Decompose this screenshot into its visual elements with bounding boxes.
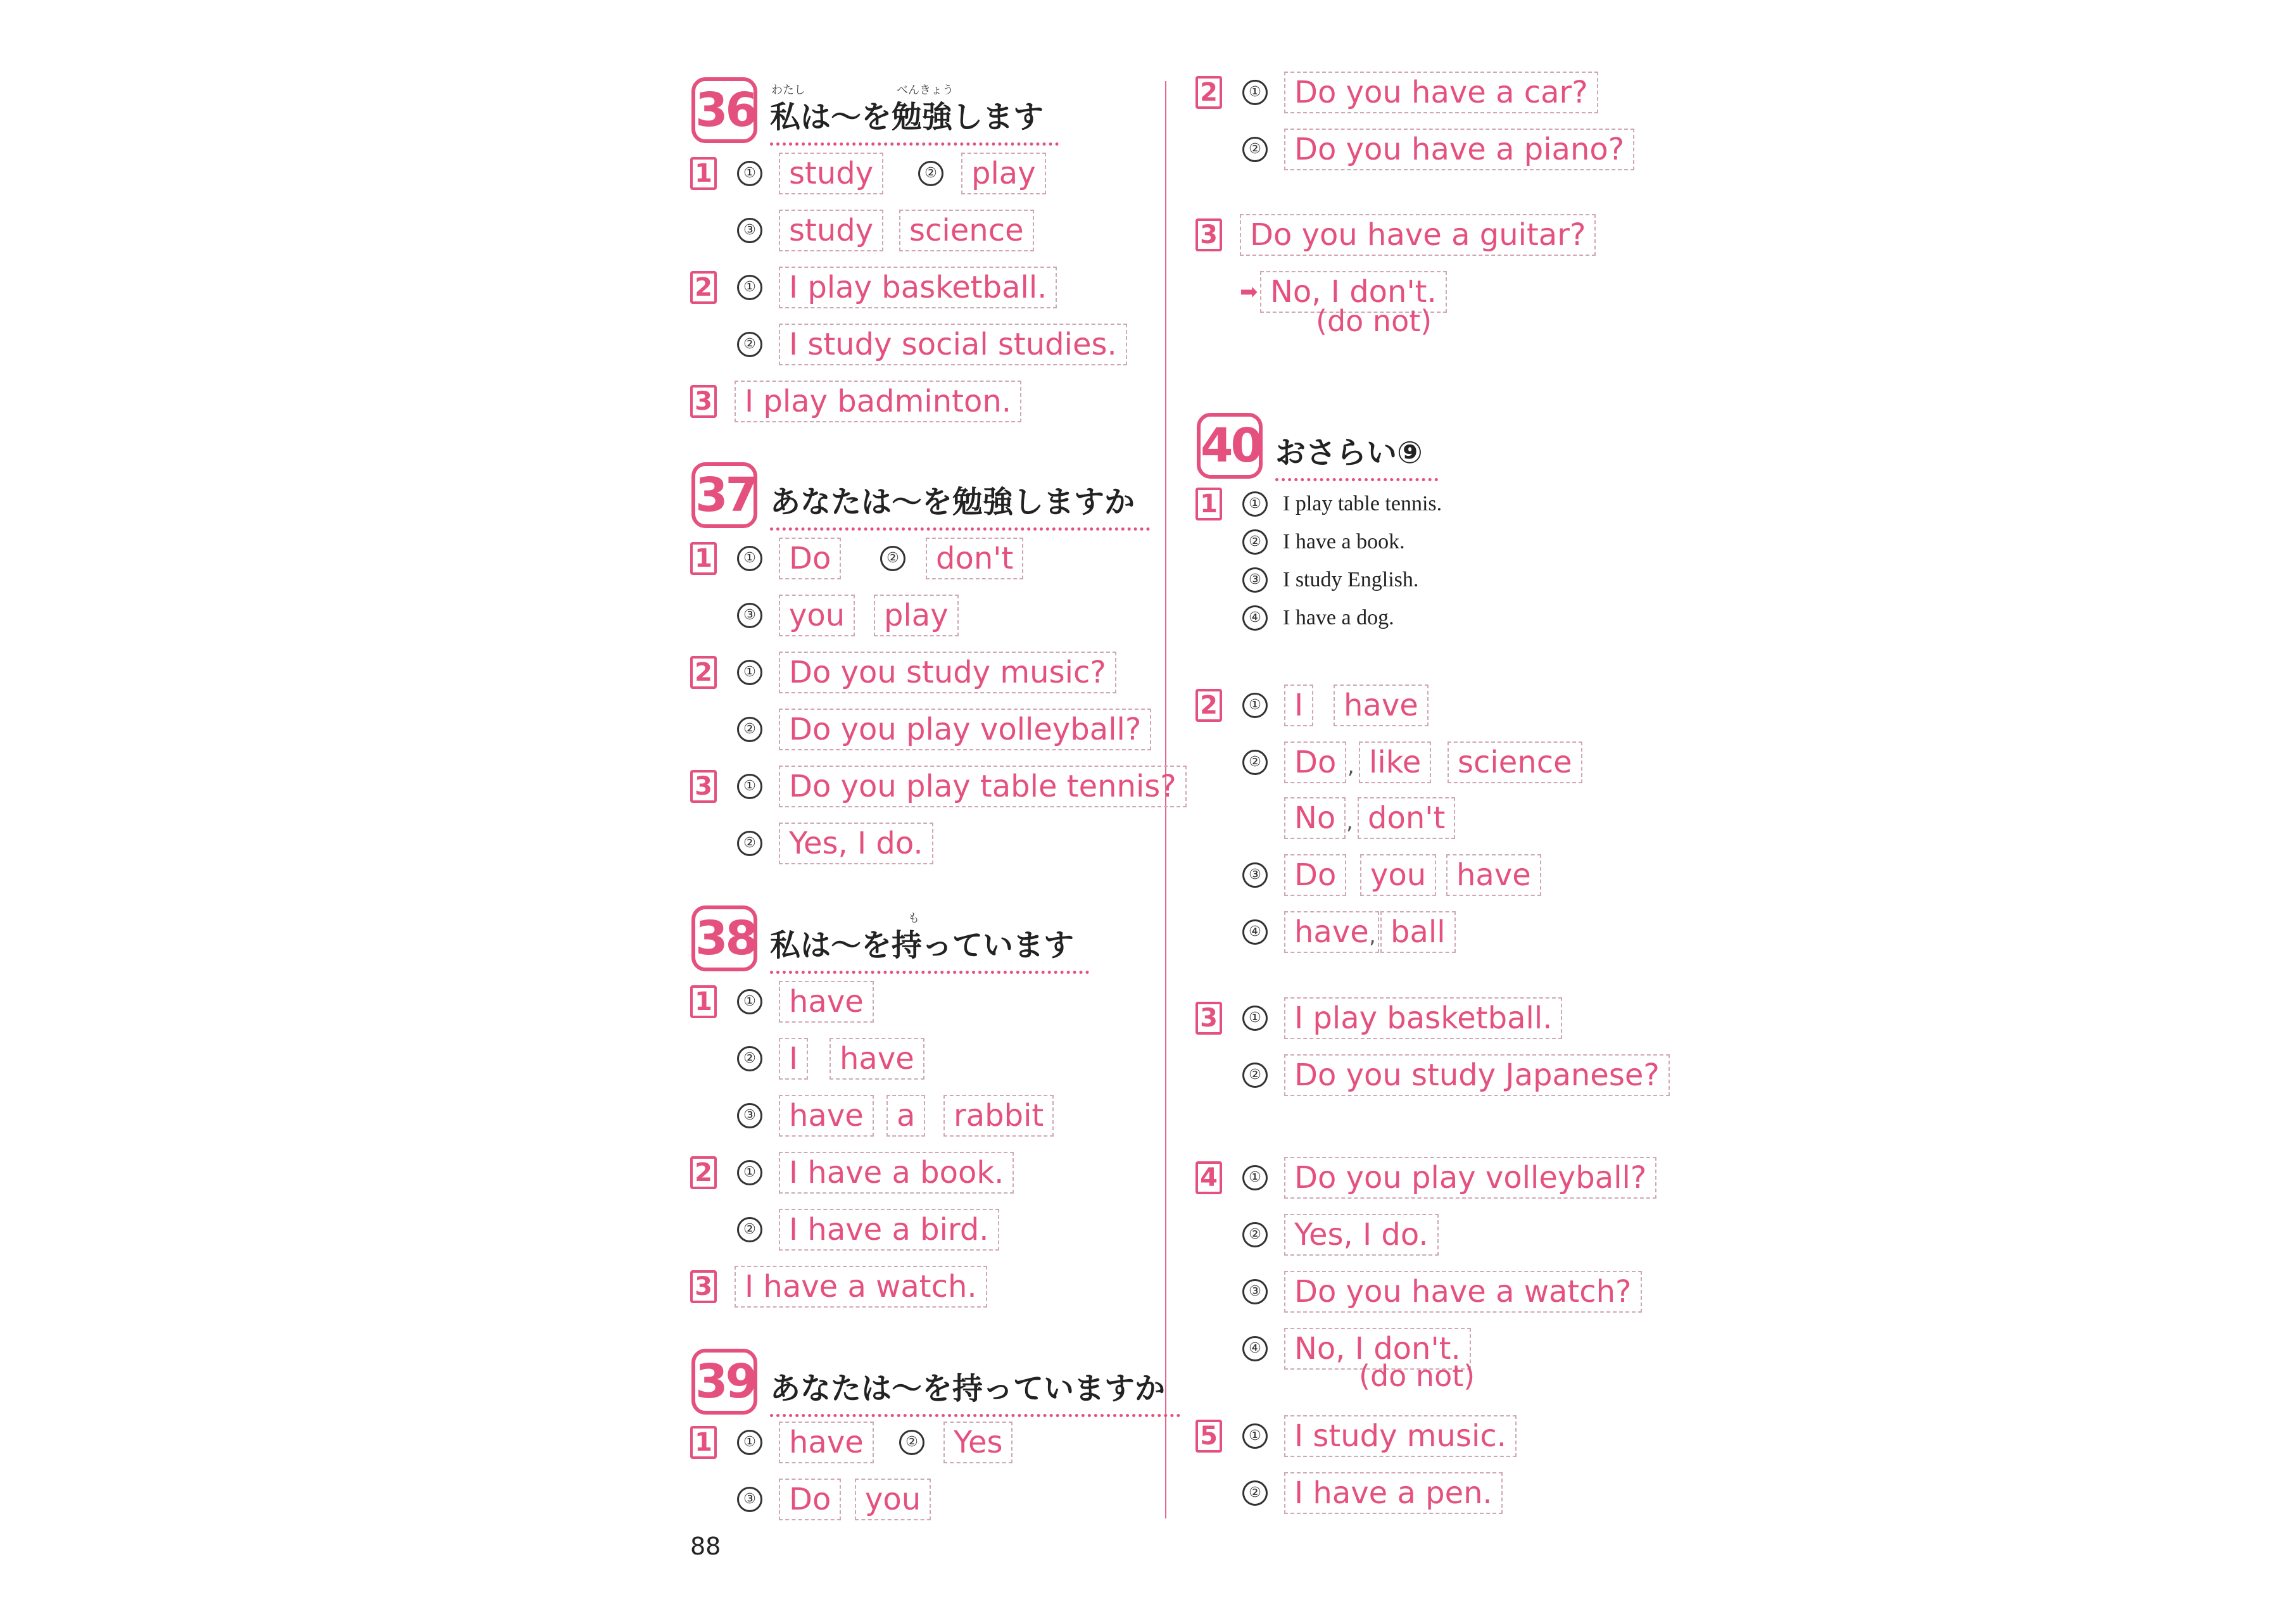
sentence-text: I play table tennis.: [1283, 492, 1442, 515]
sub-number: ②: [918, 161, 943, 186]
answer-box: have: [1334, 684, 1429, 726]
sub-number: ①: [1242, 1006, 1268, 1031]
section-number: 39: [691, 1349, 757, 1415]
problem-number: 3: [690, 770, 717, 803]
sub-number: ④: [1242, 1336, 1268, 1361]
sub-number: ①: [737, 660, 762, 685]
sub-number: ①: [1242, 1423, 1268, 1449]
answer-box: Do: [779, 1479, 841, 1520]
answer-box: you: [1360, 854, 1436, 896]
answer-box: Do you study Japanese?: [1284, 1054, 1670, 1096]
answer-note: (do not): [1316, 304, 1432, 338]
sub-number: ④: [1242, 605, 1268, 631]
answer-box: Do you study music?: [779, 652, 1116, 693]
comma: ,: [1347, 754, 1354, 779]
answer-box: No: [1284, 797, 1346, 839]
sub-number: ②: [737, 717, 762, 742]
answer-box: Do you play table tennis?: [779, 766, 1187, 807]
answer-box: have: [1284, 911, 1379, 953]
answer-box: No, I don't.: [1260, 271, 1447, 313]
sub-number: ①: [1242, 80, 1268, 105]
answer-box: a: [886, 1095, 925, 1137]
answer-box: I play basketball.: [779, 267, 1057, 308]
answer-box: I play badminton.: [735, 381, 1021, 422]
answer-box: don't: [1358, 797, 1455, 839]
sub-number: ④: [1242, 919, 1268, 945]
answer-box: Do: [1284, 741, 1346, 783]
section-header: [684, 903, 1228, 973]
section-title: わたし べんきょう 私は〜を勉強します: [770, 92, 1059, 146]
answer-note: (do not): [1359, 1359, 1475, 1393]
problem-number: 2: [690, 1156, 717, 1189]
sub-number: ②: [737, 332, 762, 357]
answer-box: Yes, I do.: [779, 823, 933, 864]
sentence-text: I have a book.: [1283, 530, 1405, 553]
problem-number: 3: [1195, 1002, 1222, 1035]
sub-number: ③: [1242, 862, 1268, 888]
section-title: おさらい⑨: [1275, 428, 1438, 481]
section-title: あなたは〜を勉強しますか: [770, 477, 1150, 531]
answer-box: study: [779, 153, 883, 194]
answer-box: study: [779, 210, 883, 251]
answer-box: rabbit: [943, 1095, 1054, 1137]
answer-box: you: [855, 1479, 931, 1520]
answer-box: Do you have a watch?: [1284, 1271, 1642, 1313]
furigana: べんきょう: [897, 84, 954, 97]
sub-number: ③: [737, 218, 762, 243]
answer-box: science: [899, 210, 1034, 251]
answer-box: don't: [926, 538, 1023, 579]
answer-box: I: [1284, 684, 1313, 726]
answer-box: Do you play volleyball?: [1284, 1157, 1656, 1199]
answer-box: Do: [779, 538, 841, 579]
sub-number: ①: [737, 989, 762, 1014]
section-title: も 私は〜を持っています: [770, 921, 1089, 974]
answer-box: I have a watch.: [735, 1266, 987, 1308]
answer-box: I study music.: [1284, 1415, 1517, 1457]
answer-box: I play basketball.: [1284, 997, 1562, 1039]
sub-number: ①: [1242, 491, 1268, 517]
answer-box: you: [779, 595, 855, 636]
answer-box: I have a bird.: [779, 1209, 999, 1251]
answer-box: I study social studies.: [779, 324, 1127, 365]
sentence-text: I study English.: [1283, 568, 1419, 591]
sub-number: ②: [1242, 1063, 1268, 1088]
answer-box: I: [779, 1038, 808, 1080]
answer-box: play: [874, 595, 959, 636]
section-header: [684, 75, 1228, 144]
problem-number: 2: [690, 656, 717, 689]
problem-number: 5: [1195, 1420, 1222, 1453]
sub-number: ①: [737, 1430, 762, 1455]
sub-number: ②: [737, 831, 762, 856]
answer-box: I have a book.: [779, 1152, 1014, 1194]
section-number: 40: [1197, 413, 1263, 479]
sub-number: ②: [737, 1046, 762, 1071]
problem-number: 1: [690, 985, 717, 1018]
answer-box: ball: [1380, 911, 1456, 953]
answer-box: have: [779, 1095, 874, 1137]
sub-number: ②: [1242, 750, 1268, 775]
sentence-text: I have a dog.: [1283, 606, 1394, 629]
answer-box: No, I don't.: [1284, 1328, 1471, 1370]
sub-number: ②: [737, 1217, 762, 1242]
sub-number: ①: [1242, 1165, 1268, 1190]
furigana: も: [908, 912, 919, 925]
comma: ,: [1369, 923, 1376, 949]
section-number: 38: [691, 905, 757, 971]
sub-number: ②: [899, 1430, 924, 1455]
sub-number: ②: [1242, 1222, 1268, 1247]
answer-box: have: [829, 1038, 924, 1080]
sub-number: ①: [737, 275, 762, 300]
page-number: 88: [690, 1532, 721, 1560]
sub-number: ②: [1242, 1480, 1268, 1506]
sub-number: ①: [737, 774, 762, 799]
problem-number: 2: [690, 271, 717, 304]
problem-number: 3: [690, 1270, 717, 1303]
answer-box: have: [1446, 854, 1541, 896]
sub-number: ③: [737, 603, 762, 628]
sub-number: ②: [1242, 137, 1268, 162]
problem-number: 3: [1195, 218, 1222, 251]
answer-box: Do you have a piano?: [1284, 129, 1634, 170]
problem-number: 1: [690, 157, 717, 190]
answer-box: science: [1448, 741, 1582, 783]
problem-number: 1: [690, 1426, 717, 1459]
answer-box: Yes: [943, 1422, 1012, 1463]
furigana: わたし: [771, 84, 805, 97]
sub-number: ③: [737, 1103, 762, 1128]
sub-number: ①: [737, 161, 762, 186]
section-title: あなたは〜を持っていますか: [770, 1364, 1180, 1417]
section-header: [684, 1346, 1228, 1416]
answer-box: Do you have a car?: [1284, 72, 1598, 113]
problem-number: 4: [1195, 1161, 1222, 1194]
answer-box: Yes, I do.: [1284, 1214, 1439, 1256]
section-number: 36: [691, 77, 757, 143]
answer-box: Do you have a guitar?: [1240, 214, 1596, 256]
answer-box: I have a pen.: [1284, 1472, 1503, 1514]
sub-number: ②: [880, 546, 905, 571]
problem-number: 3: [690, 385, 717, 418]
problem-number: 1: [1195, 488, 1222, 520]
problem-number: 2: [1195, 76, 1222, 109]
answer-box: Do you play volleyball?: [779, 709, 1151, 750]
answer-box: have: [779, 1422, 874, 1463]
sub-number: ③: [1242, 567, 1268, 593]
answer-box: Do: [1284, 854, 1346, 896]
sub-number: ①: [737, 546, 762, 571]
sub-number: ①: [737, 1160, 762, 1185]
sub-number: ③: [1242, 1279, 1268, 1304]
comma: ,: [1346, 809, 1353, 835]
section-header: [684, 460, 1228, 529]
sub-number: ②: [1242, 529, 1268, 555]
sub-number: ①: [1242, 693, 1268, 718]
arrow-right-icon: ➡: [1240, 279, 1258, 305]
section-number: 37: [691, 462, 757, 528]
problem-number: 1: [690, 542, 717, 575]
answer-box: like: [1359, 741, 1431, 783]
section-header: [1189, 410, 1734, 480]
answer-box: play: [961, 153, 1046, 194]
sub-number: ③: [737, 1487, 762, 1512]
answer-box: have: [779, 981, 874, 1023]
problem-number: 2: [1195, 689, 1222, 722]
